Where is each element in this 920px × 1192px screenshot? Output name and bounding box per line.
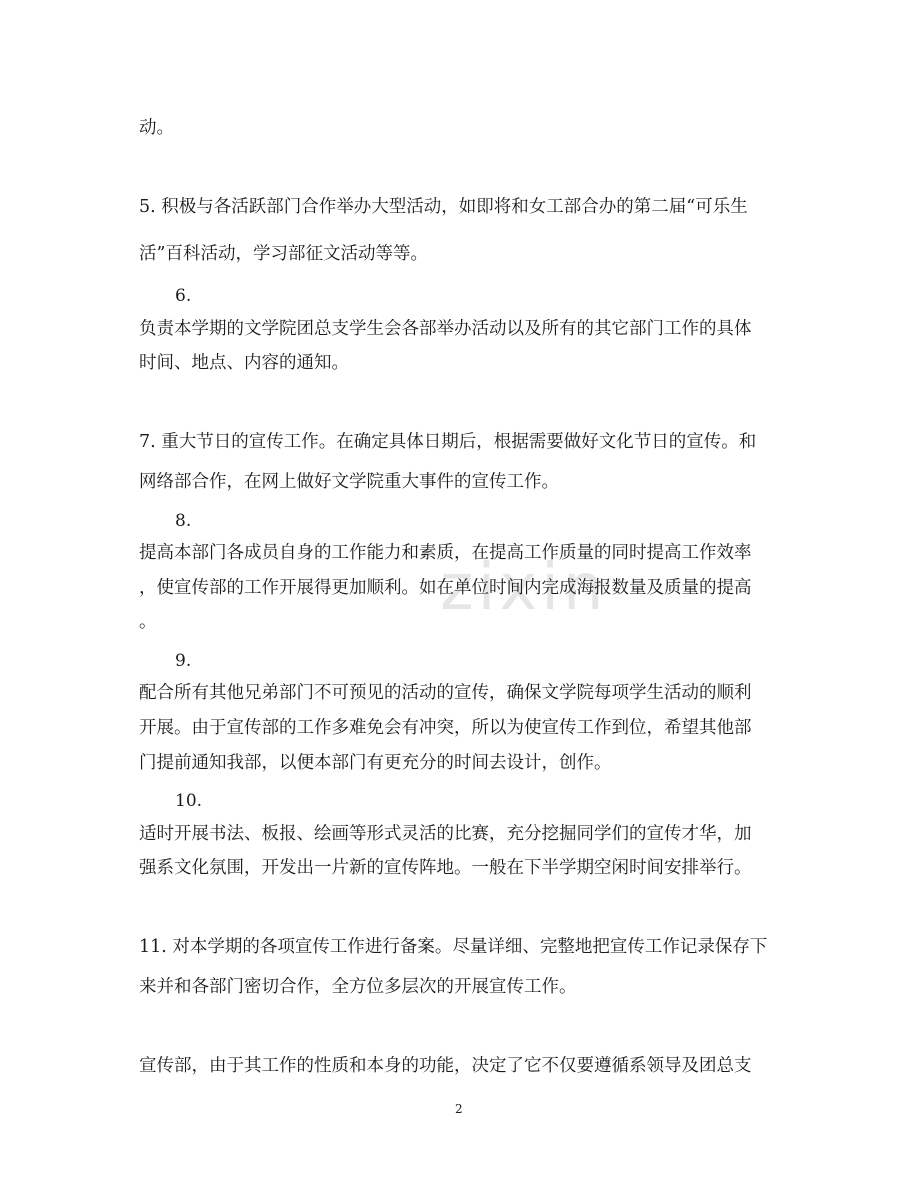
text-line: 适时开展书法、板报、绘画等形式灵活的比赛，充分挖掘同学们的宣传才华，加: [139, 824, 752, 844]
text-line: 5. 积极与各活跃部门合作举办大型活动，如即将和女工部合办的第二届“可乐生: [139, 197, 748, 217]
text-line: 负责本学期的文学院团总支学生会各部举办活动以及所有的其它部门工作的具体: [139, 319, 752, 339]
text-line: 11. 对本学期的各项宣传工作进行备案。尽量详细、完整地把宣传工作记录保存下: [139, 937, 768, 957]
text-line: 。: [139, 612, 157, 632]
item-number: 8.: [175, 511, 192, 531]
item-number: 9.: [175, 651, 192, 671]
text-line: 开展。由于宣传部的工作多难免会有冲突，所以为使宣传工作到位，希望其他部: [139, 718, 752, 738]
watermark: zixin: [440, 551, 608, 625]
text-line: 活”百科活动，学习部征文活动等等。: [139, 244, 428, 264]
page-number: 2: [455, 1102, 463, 1116]
text-line: 时间、地点、内容的通知。: [139, 353, 349, 373]
text-line: 网络部合作，在网上做好文学院重大事件的宣传工作。: [139, 472, 559, 492]
text-line: 宣传部，由于其工作的性质和本身的功能，决定了它不仅要遵循系领导及团总支: [139, 1056, 752, 1076]
text-line: 提高本部门各成员自身的工作能力和素质，在提高工作质量的同时提高工作效率: [139, 543, 752, 563]
text-line: 来并和各部门密切合作，全方位多层次的开展宣传工作。: [139, 977, 577, 997]
text-line: 配合所有其他兄弟部门不可预见的活动的宣传，确保文学院每项学生活动的顺利: [139, 683, 752, 703]
item-number: 10.: [175, 791, 203, 811]
text-line: 动。: [139, 118, 174, 138]
text-line: 门提前通知我部，以便本部门有更充分的时间去设计，创作。: [139, 753, 612, 773]
text-line: 强系文化氛围，开发出一片新的宣传阵地。一般在下半学期空闲时间安排举行。: [139, 858, 752, 878]
text-line: ，使宣传部的工作开展得更加顺利。如在单位时间内完成海报数量及质量的提高: [139, 578, 752, 598]
item-number: 6.: [175, 286, 192, 306]
text-line: 7. 重大节日的宣传工作。在确定具体日期后，根据需要做好文化节日的宣传。和: [139, 432, 757, 452]
